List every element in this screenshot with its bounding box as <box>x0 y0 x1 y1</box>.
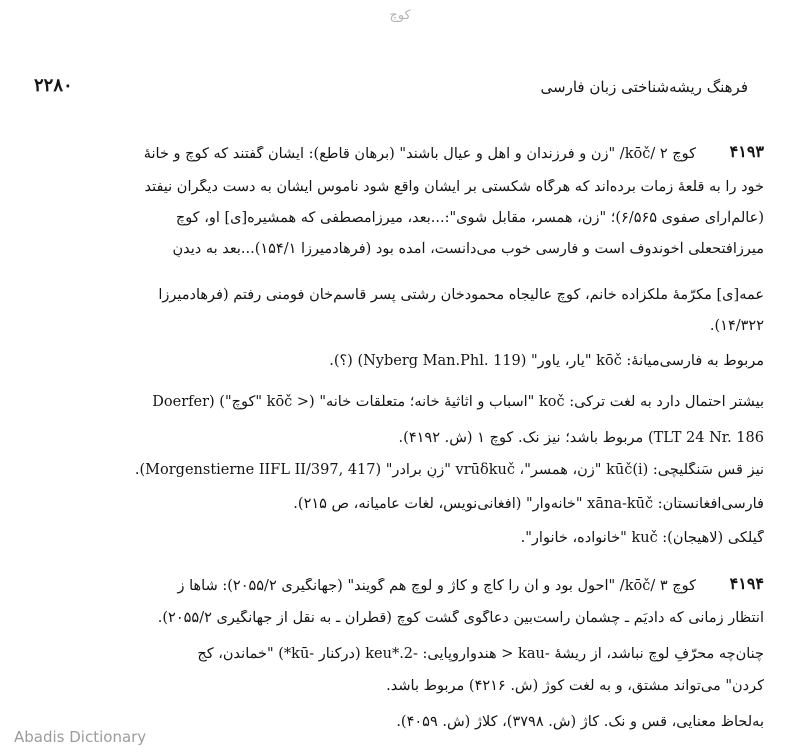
entry-4193-line-5: عمه‌[ی] مکرّمهٔ ملکزاده خانم، کوچ عالیجاه محمودخان رشتی پسر قاسم‌خان فومنی رفتم (فرهادمیرزا <box>158 287 764 303</box>
entry-4194-paragraph-etymology-cont: کردن" می‌تواند مشتق، و به لغت کوژ (ش. ۴۲۱۶) مربوط باشد. <box>386 678 764 694</box>
entry-4193-paragraph-middle-persian: مربوط به فارسی‌میانهٔ: kōč "یار، یاور" (Nyberg Man.Phl. 119) (؟). <box>329 353 764 369</box>
entry-4193-paragraph-gilaki: گیلکی (لاهیجان): kuč "خانواده، خانوار". <box>520 530 764 546</box>
entry-number-4193: ۴۱۹۳ <box>729 142 764 161</box>
page-number: ۲۲۸۰ <box>34 75 73 96</box>
entry-4193-line-1: کوچ ۲ /kōč/ "زن و فرزندان و اهل و عیال باشند" (برهان قاطع): ایشان گفتند که کوچ و خانهٔ <box>143 146 696 162</box>
entry-4193-line-3: (عالم‌آرای صفوی ۶/۵۶۵)؛ "زن، همسر، مقابل شوی":...بعد، میرزامصطفی که همشیره[ی] او، کوچ <box>175 210 764 226</box>
entry-4193-paragraph-sanglechi: نیز قس سَنگْلیچی: kūč(i) "زن، همسر"، vrūδkuč "زنِ برادر" (Morgenstierne IIFL II/397, 417). <box>134 462 764 478</box>
entry-4194-line-2: انتظار زمانی که دادیَم ـ چشمان راست‌بینِ دعاگوی گشت کوچ (قطران ـ به نقل از جهانگیری ۲۰۵۵/۲). <box>157 610 764 626</box>
site-search-word: کوچ <box>389 8 411 23</box>
entry-4193-line-6: ۱۴/۳۲۲). <box>709 318 764 334</box>
entry-4194-paragraph-etymology: چنان‌چه محرّفِ لوچ نباشد، از ریشهٔ -kau < هندواروپایی: -2.*keu (درکنار -kū*) "خماندن، کج <box>197 646 764 662</box>
watermark-abadis: Abadis Dictionary <box>14 728 147 746</box>
entry-4193-line-2: خود را به قلعهٔ زمات برده‌اند که هرگاه شکستی بر ایشان واقع شود ناموس ایشان به دست دیگران نیفتد <box>144 179 764 195</box>
entry-4193-paragraph-turkish: بیشتر احتمال دارد به لغت ترکی: koč "اسباب و اثاثیهٔ خانه؛ متعلّقات خانه" (< kōč "کوچ") (Doerfer <box>152 394 764 410</box>
entry-4194-paragraph-semantic: به‌لحاظ معنایی، قس و نک. کاژ (ش. ۳۷۹۸)، کلاژ (ش. ۴۰۵۹). <box>396 714 764 730</box>
entry-4194-line-1: کوچ ۳ /kōč/ "احول بود و آن را کاچ و کاژ و لوچ هم گویند" (جهانگیری ۲۰۵۵/۲): شاها ز <box>177 578 696 594</box>
entry-4193-line-4: میرزافتحعلی آخوندوف است و فارسی خوب می‌دانست، آمده بود (فرهادمیرزا ۱۵۴/۱)...بعد به دیدنِ <box>172 241 764 257</box>
entry-number-4194: ۴۱۹۴ <box>729 574 764 593</box>
entry-4193-paragraph-afghan: فارسی‌افغانستان: xāna-kūč "خانه‌وار" (افغانی‌نویس، لغات عامیانه، ص ۲۱۵). <box>293 496 764 512</box>
entry-4193-paragraph-turkish-cont: TLT 24 Nr. 186) مربوط باشد؛ نیز نک. کوچ ۱ (ش. ۴۱۹۲). <box>398 430 764 446</box>
running-title: فرهنگ ریشه‌شناختی زبان فارسی <box>540 78 748 96</box>
